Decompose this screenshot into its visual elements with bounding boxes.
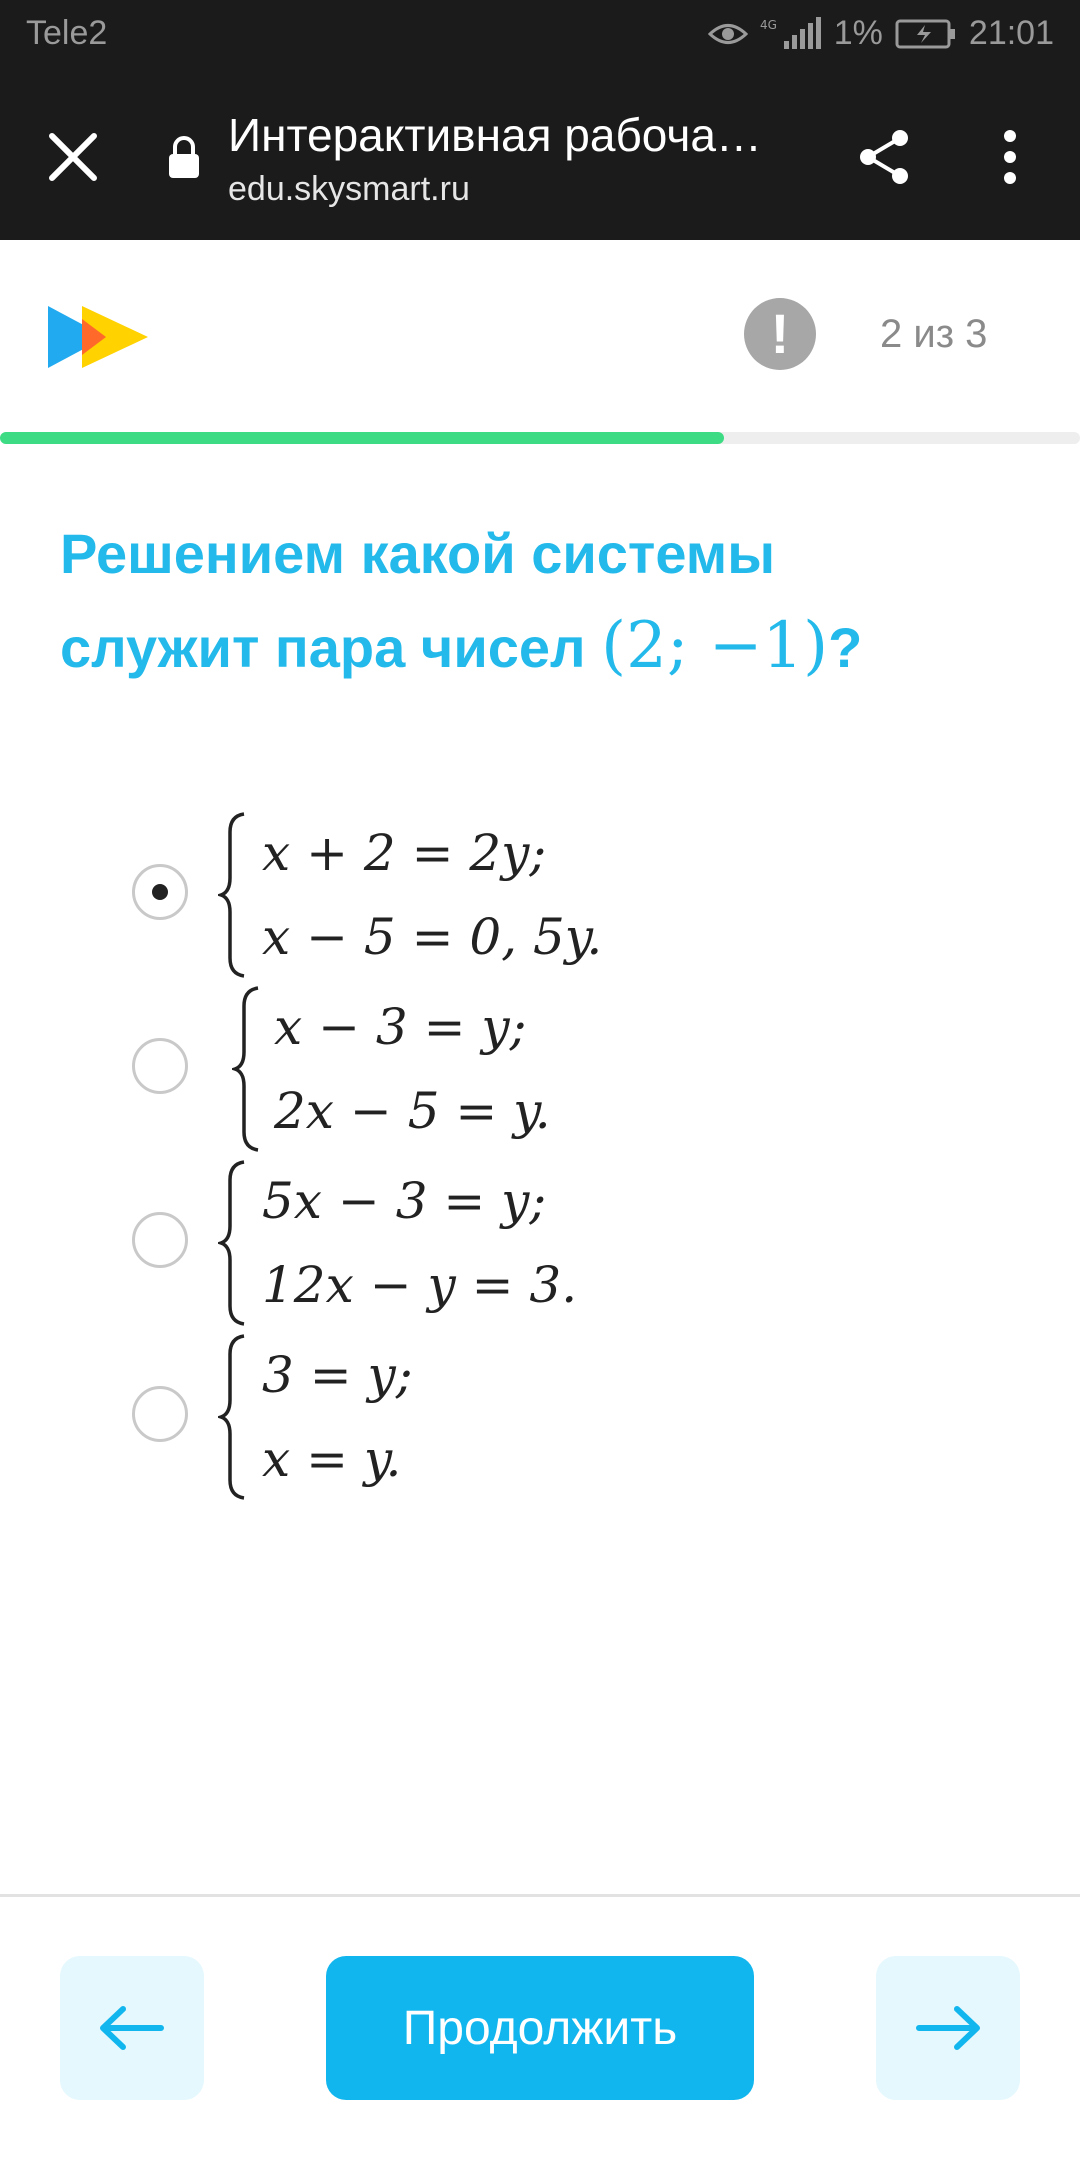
radio-selected-dot xyxy=(152,884,168,900)
lock-icon xyxy=(166,134,202,180)
question-suffix: ? xyxy=(828,616,863,679)
system-brace xyxy=(232,986,262,1152)
equation-line-1: x + 2 = 2y; xyxy=(262,824,547,882)
more-options-icon[interactable] xyxy=(988,124,1032,190)
battery-charging-icon xyxy=(895,19,957,49)
skysmart-logo[interactable] xyxy=(48,302,148,372)
equation-line-1: x − 3 = y; xyxy=(274,998,527,1056)
task-counter: 2 из 3 xyxy=(880,312,988,356)
network-type: 4G xyxy=(759,17,777,32)
signal-icon xyxy=(760,17,822,51)
question-math: (2; −1) xyxy=(601,609,829,683)
radio-button[interactable] xyxy=(132,864,188,920)
battery-percent: 1% xyxy=(833,14,883,52)
equation-line-1: 5x − 3 = y; xyxy=(262,1172,547,1230)
close-icon[interactable] xyxy=(40,124,106,190)
equation-line-2: x = y. xyxy=(262,1430,402,1488)
radio-button[interactable] xyxy=(132,1038,188,1094)
footer-divider xyxy=(0,1894,1080,1897)
arrow-right-icon xyxy=(913,2003,983,2053)
clock: 21:01 xyxy=(968,14,1054,52)
equation-line-2: 12x − y = 3. xyxy=(262,1256,578,1314)
equation-line-1: 3 = y; xyxy=(262,1346,413,1404)
forward-button[interactable] xyxy=(876,1956,1020,2100)
back-button[interactable] xyxy=(60,1956,204,2100)
eye-comfort-icon xyxy=(708,19,748,49)
carrier-name: Tele2 xyxy=(26,14,108,52)
status-bar xyxy=(0,0,1080,74)
browser-toolbar xyxy=(0,74,1080,240)
progress-fill xyxy=(0,432,724,444)
system-brace xyxy=(218,1334,248,1500)
answer-option-3[interactable] xyxy=(130,1156,830,1326)
page-url[interactable]: edu.skysmart.ru xyxy=(228,170,470,208)
page-title: Интерактивная рабоча… xyxy=(228,109,762,161)
radio-button[interactable] xyxy=(132,1386,188,1442)
equation-line-2: x − 5 = 0, 5y. xyxy=(262,908,603,966)
progress-bar xyxy=(0,432,1080,444)
system-brace xyxy=(218,812,248,978)
continue-button[interactable]: Продолжить xyxy=(326,1956,754,2100)
answer-option-4[interactable] xyxy=(130,1330,830,1500)
share-icon[interactable] xyxy=(852,124,918,190)
equation-line-2: 2x − 5 = y. xyxy=(274,1082,551,1140)
question-label: Решением какой системы служит пара чисел xyxy=(60,522,776,679)
exclamation-icon: ! xyxy=(770,302,790,365)
answer-option-2[interactable] xyxy=(130,982,830,1152)
system-brace xyxy=(218,1160,248,1326)
radio-button[interactable] xyxy=(132,1212,188,1268)
report-problem-button[interactable] xyxy=(744,298,816,370)
status-icons xyxy=(708,14,1054,53)
question-text xyxy=(60,508,980,694)
answer-option-1[interactable] xyxy=(130,808,830,978)
arrow-left-icon xyxy=(97,2003,167,2053)
